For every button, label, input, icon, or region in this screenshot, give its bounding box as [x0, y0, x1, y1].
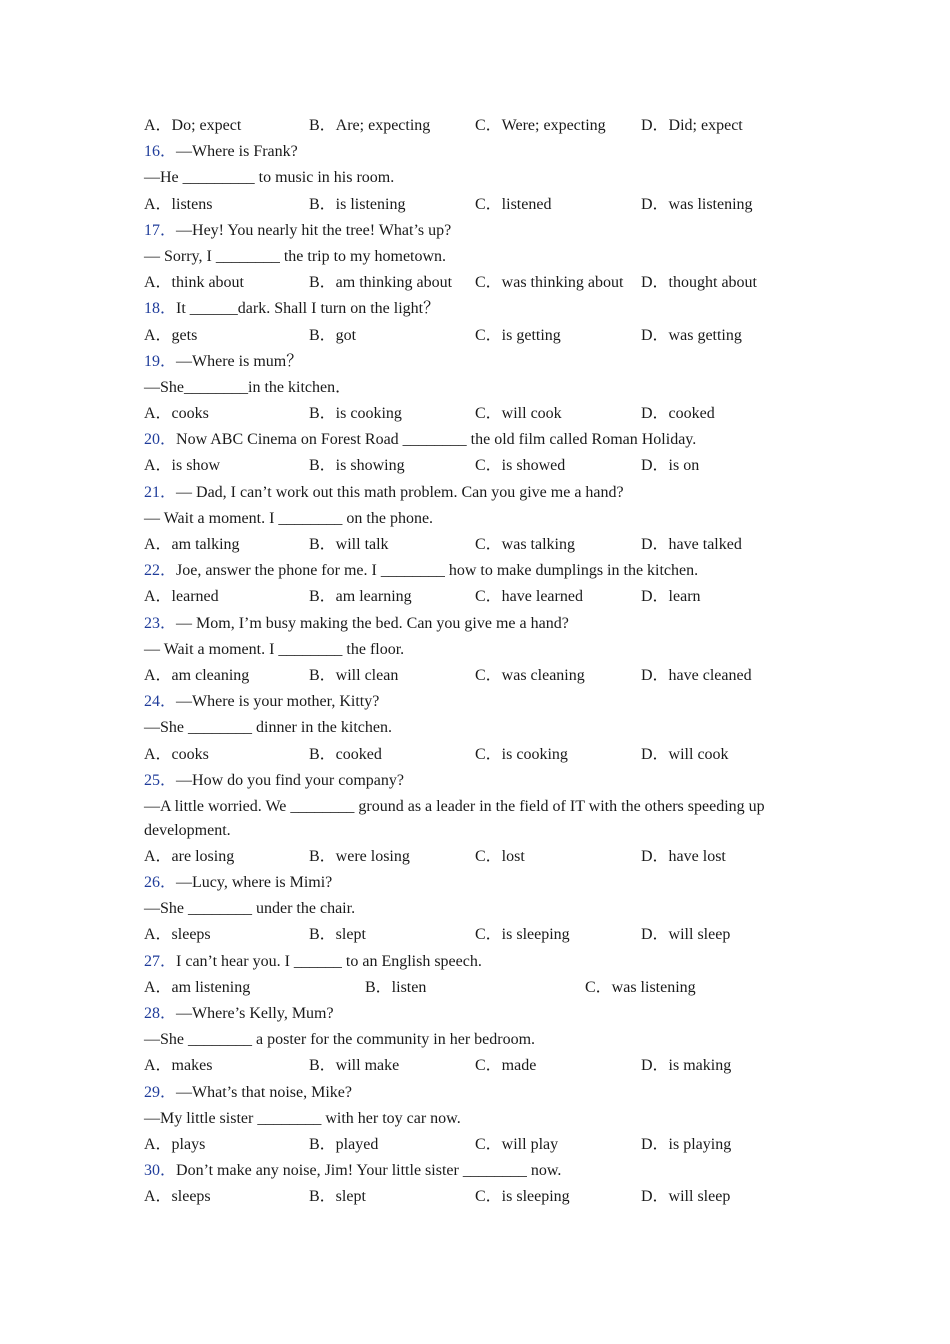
- q30-options: [144, 1184, 824, 1210]
- q18-stem: [144, 296, 824, 322]
- q22-option-d[interactable]: D．learn: [641, 588, 701, 606]
- q29-option-b[interactable]: B．played: [309, 1135, 379, 1153]
- q27-options: [144, 975, 824, 1001]
- q29-option-a[interactable]: A．plays: [144, 1135, 206, 1153]
- q16-number: 16．: [144, 143, 177, 161]
- q28-option-d[interactable]: D．is making: [641, 1057, 732, 1075]
- q28-option-c[interactable]: C．made: [475, 1057, 537, 1075]
- q25-option-a[interactable]: A．are losing: [144, 847, 235, 865]
- q17-number: 17．: [144, 221, 177, 239]
- q18-option-d[interactable]: D．was getting: [641, 326, 742, 344]
- q24-options: [144, 742, 824, 768]
- q26-option-d[interactable]: D．will sleep: [641, 926, 731, 944]
- q25-stem: [144, 768, 824, 794]
- q22-option-b[interactable]: B．am learning: [309, 588, 412, 606]
- q21-option-d[interactable]: D．have talked: [641, 536, 742, 553]
- q27-stem: [144, 949, 824, 975]
- q17-option-d[interactable]: D．thought about: [641, 274, 757, 292]
- q24-option-c[interactable]: C．is cooking: [475, 745, 568, 763]
- q17-option-c[interactable]: C．was thinking about: [475, 274, 624, 292]
- q19-options: [144, 401, 824, 427]
- q16-text: —Where is Frank?: [176, 143, 298, 161]
- q29-line2: —My little sister ________ with her toy car now.: [144, 1109, 461, 1127]
- q25-option-c[interactable]: C．lost: [475, 847, 525, 865]
- question-sheet: [144, 113, 824, 1211]
- q22-number: 22．: [144, 562, 177, 580]
- q16-stem: [144, 139, 824, 165]
- q26-text: —Lucy, where is Mimi?: [176, 874, 333, 892]
- q24-option-b[interactable]: B．cooked: [309, 745, 382, 763]
- q23-option-b[interactable]: B．will clean: [309, 666, 399, 684]
- q22-options: [144, 584, 824, 610]
- q24-stem: [144, 689, 824, 715]
- q26-option-c[interactable]: C．is sleeping: [475, 926, 570, 944]
- q16-option-b[interactable]: B．is listening: [309, 195, 406, 213]
- q16-line2: —He _________ to music in his room.: [144, 169, 395, 187]
- q23-option-c[interactable]: C．was cleaning: [475, 666, 585, 684]
- q17-options: [144, 270, 824, 296]
- q26-line2: —She ________ under the chair.: [144, 900, 356, 918]
- q30-option-d[interactable]: D．will sleep: [641, 1188, 731, 1206]
- q19-option-a[interactable]: A．cooks: [144, 405, 209, 423]
- q28-number: 28．: [144, 1005, 177, 1022]
- q26-number: 26．: [144, 874, 177, 892]
- q28-option-b[interactable]: B．will make: [309, 1057, 400, 1075]
- q19-text: —Where is mum？: [176, 352, 303, 370]
- q24-number: 24．: [144, 693, 177, 711]
- q20-option-a[interactable]: A．is show: [144, 457, 221, 475]
- q23-line2: — Wait a moment. I ________ the floor.: [144, 640, 405, 658]
- q24-option-d[interactable]: D．will cook: [641, 745, 729, 763]
- q21-stem: [144, 480, 824, 506]
- q20-stem: [144, 427, 824, 453]
- q27-option-b[interactable]: B．listen: [365, 978, 427, 996]
- q20-number: 20．: [144, 431, 177, 449]
- q17-text: —Hey! You nearly hit the tree! What’s up?: [176, 221, 452, 239]
- q26-options: [144, 922, 824, 948]
- q25-number: 25．: [144, 771, 177, 789]
- q25-option-b[interactable]: B．were losing: [309, 847, 410, 865]
- q29-stem: [144, 1080, 824, 1106]
- q21-line2: — Wait a moment. I ________ on the phone.: [144, 509, 434, 527]
- q23-option-d[interactable]: D．have cleaned: [641, 666, 752, 684]
- q29-option-d[interactable]: D．is playing: [641, 1135, 732, 1153]
- q22-text: Joe, answer the phone for me. I ________ how to make dumplings in the kitchen.: [176, 562, 699, 580]
- q21-number: 21．: [144, 483, 177, 501]
- q29-number: 29．: [144, 1083, 177, 1101]
- q21-options: [144, 532, 824, 558]
- q24-text: —Where is your mother, Kitty?: [176, 693, 380, 711]
- q25-line2: —A little worried. We ________ ground as a leader in the field of IT with the others speeding up development.: [144, 797, 765, 839]
- q16-option-c[interactable]: C．listened: [475, 195, 552, 213]
- q20-text: Now ABC Cinema on Forest Road ________ the old film called Roman Holiday.: [176, 431, 697, 449]
- q18-option-a[interactable]: A．gets: [144, 326, 198, 344]
- q27-text: I can’t hear you. I ______ to an English speech.: [176, 952, 482, 970]
- q15-options: [144, 113, 824, 139]
- q16-option-a[interactable]: A．listens: [144, 195, 213, 213]
- q23-number: 23．: [144, 614, 177, 632]
- q28-options: [144, 1053, 824, 1079]
- q27-number: 27．: [144, 952, 177, 970]
- q19-line2: —She________in the kitchen．: [144, 378, 352, 396]
- q23-text: — Mom, I’m busy making the bed. Can you give me a hand?: [176, 614, 569, 632]
- q18-options: [144, 323, 824, 349]
- q28-text: —Where’s Kelly, Mum?: [176, 1005, 334, 1022]
- q30-option-a[interactable]: A．sleeps: [144, 1188, 211, 1206]
- q21-text: — Dad, I can’t work out this math problem. Can you give me a hand?: [176, 483, 624, 501]
- q29-option-c[interactable]: C．will play: [475, 1135, 559, 1153]
- q28-line2: —She ________ a poster for the community in her bedroom.: [144, 1031, 536, 1049]
- q21-option-a[interactable]: A．am talking: [144, 536, 240, 553]
- q15-option-b[interactable]: B．Are; expecting: [309, 117, 431, 134]
- q30-number: 30．: [144, 1162, 177, 1180]
- q30-text: Don’t make any noise, Jim! Your little sister ________ now.: [176, 1162, 562, 1180]
- q20-option-c[interactable]: C．is showed: [475, 457, 566, 475]
- q18-number: 18．: [144, 300, 177, 318]
- q26-option-b[interactable]: B．slept: [309, 926, 366, 944]
- q15-option-c[interactable]: C．Were; expecting: [475, 117, 606, 134]
- q23-stem: [144, 611, 824, 637]
- q17-stem: [144, 218, 824, 244]
- q27-option-c[interactable]: C．was listening: [585, 978, 696, 996]
- q20-option-d[interactable]: D．is on: [641, 457, 700, 475]
- q22-option-c[interactable]: C．have learned: [475, 588, 583, 606]
- q18-text: It ______dark. Shall I turn on the light？: [176, 300, 440, 318]
- q20-options: [144, 453, 824, 479]
- q28-option-a[interactable]: A．makes: [144, 1057, 213, 1075]
- q25-options: [144, 844, 824, 870]
- q17-option-a[interactable]: A．think about: [144, 274, 244, 292]
- q24-line2: —She ________ dinner in the kitchen.: [144, 719, 392, 737]
- q30-option-c[interactable]: C．is sleeping: [475, 1188, 570, 1206]
- q25-text: —How do you find your company?: [176, 771, 404, 789]
- q25-option-d[interactable]: D．have lost: [641, 847, 726, 865]
- q15-option-d[interactable]: D．Did; expect: [641, 117, 743, 134]
- q19-option-d[interactable]: D．cooked: [641, 405, 715, 423]
- q27-option-a[interactable]: A．am listening: [144, 978, 251, 996]
- q29-options: [144, 1132, 824, 1158]
- q22-stem: [144, 558, 824, 584]
- q21-option-b[interactable]: B．will talk: [309, 536, 389, 553]
- q20-option-b[interactable]: B．is showing: [309, 457, 405, 475]
- q15-option-a[interactable]: A．Do; expect: [144, 117, 242, 134]
- q28-stem: [144, 1001, 824, 1027]
- q16-option-d[interactable]: D．was listening: [641, 195, 753, 213]
- q18-option-b[interactable]: B．got: [309, 326, 357, 344]
- q19-number: 19．: [144, 352, 177, 370]
- q19-stem: [144, 349, 824, 375]
- q26-option-a[interactable]: A．sleeps: [144, 926, 211, 944]
- q23-options: [144, 663, 824, 689]
- q19-option-b[interactable]: B．is cooking: [309, 405, 402, 423]
- q30-stem: [144, 1158, 824, 1184]
- q22-option-a[interactable]: A．learned: [144, 588, 219, 606]
- q26-stem: [144, 870, 824, 896]
- q29-text: —What’s that noise, Mike?: [176, 1083, 352, 1101]
- q17-option-b[interactable]: B．am thinking about: [309, 274, 453, 292]
- q23-option-a[interactable]: A．am cleaning: [144, 666, 250, 684]
- q30-option-b[interactable]: B．slept: [309, 1188, 366, 1206]
- q21-option-c[interactable]: C．was talking: [475, 536, 575, 553]
- q17-line2: — Sorry, I ________ the trip to my hometown.: [144, 247, 447, 265]
- q16-options: [144, 192, 824, 218]
- q18-option-c[interactable]: C．is getting: [475, 326, 561, 344]
- q19-option-c[interactable]: C．will cook: [475, 405, 562, 423]
- q24-option-a[interactable]: A．cooks: [144, 745, 209, 763]
